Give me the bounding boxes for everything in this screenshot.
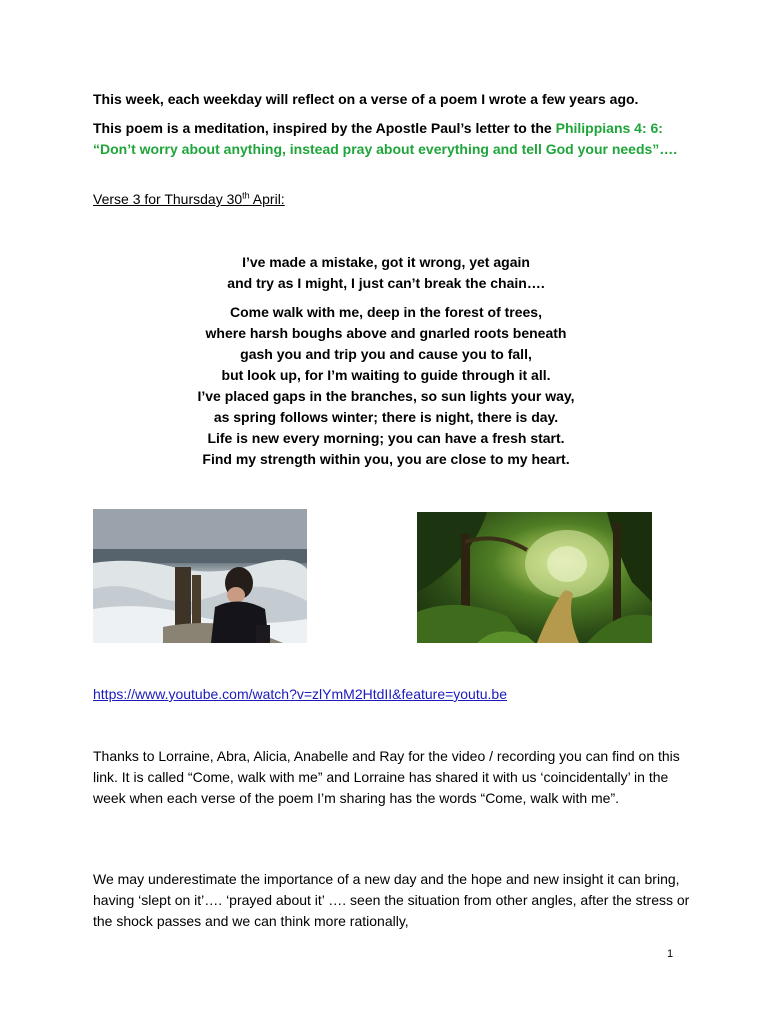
youtube-link[interactable]: https://www.youtube.com/watch?v=zlYmM2HtdII&feature=youtu.be [93,686,507,702]
intro-line-2-prefix: This poem is a meditation, inspired by the Apostle Paul’s letter to the [93,120,556,136]
man-by-sea-photo [93,509,307,643]
verse-heading-month: April: [249,191,285,207]
man-by-sea-illustration [93,509,307,643]
poem-line: Find my strength within you, you are close to my heart. [202,451,570,467]
poem-line: Life is new every morning; you can have a fresh start. [207,430,565,446]
poem-line: Come walk with me, deep in the forest of trees, [230,304,542,320]
paragraph-thanks: Thanks to Lorraine, Abra, Alicia, Anabelle and Ray for the video / recording you can find on this link. It is called “Come, walk with me” and Lorraine has shared it with us ‘coincidentally’ in the week when each verse of the poem I’m sharing has the words “Come, walk with me”. [93,748,680,806]
poem-line: I’ve made a mistake, got it wrong, yet again [242,254,530,270]
poem-line: I’ve placed gaps in the branches, so sun lights your way, [197,388,575,404]
paragraph-new-day: We may underestimate the importance of a new day and the hope and new insight it can bring, having ‘slept on it’…. ‘prayed about it’ …. seen the situation from other angles, after the stress or the shock passes and we can think more rationally, [93,871,690,929]
verse-heading-text: Verse 3 for Thursday 30 [93,191,243,207]
poem-line: gash you and trip you and cause you to fall, [240,346,532,362]
scripture-quote: Philippians 4: 6: “Don’t worry about anything, instead pray about everything and tell God your needs”…. [93,120,678,157]
page-number: 1 [667,948,674,960]
forest-path-photo [417,512,652,643]
poem-stanza-1 [93,252,679,294]
intro-line-2 [93,118,683,160]
poem-line: where harsh boughs above and gnarled roots beneath [205,325,567,341]
poem-line: and try as I might, I just can’t break the chain…. [227,275,545,291]
verse-heading [93,189,285,209]
poem-line: as spring follows winter; there is night, there is day. [213,409,559,425]
poem-line: but look up, for I’m waiting to guide through it all. [221,367,551,383]
intro-line-1: This week, each weekday will reflect on a verse of a poem I wrote a few years ago. [93,91,639,107]
forest-path-illustration [417,512,652,643]
verse-heading-ordinal: th [242,190,250,201]
poem-stanza-2 [93,302,679,470]
